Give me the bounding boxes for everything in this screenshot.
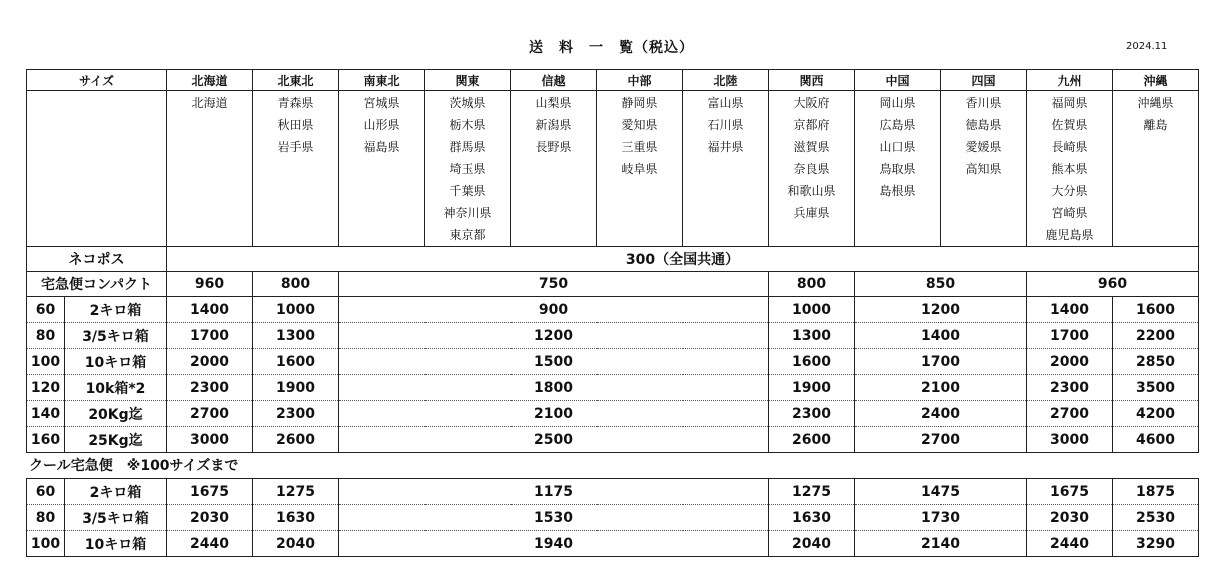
prefecture-cell	[683, 91, 769, 247]
price-cell: 1275	[253, 479, 339, 505]
price-cell: 2700	[855, 427, 1027, 453]
size-cell: 140	[27, 401, 65, 427]
price-cell: 2300	[1027, 375, 1113, 401]
prefecture-name: 離島	[1143, 118, 1168, 132]
region-header: 北海道	[167, 70, 253, 91]
price-cell: 1400	[855, 323, 1027, 349]
prefecture-name: 宮崎県	[1051, 206, 1088, 220]
price-cell: 800	[769, 272, 855, 297]
prefecture-name: 群馬県	[449, 140, 486, 154]
prefecture-name: 高知県	[965, 162, 1002, 176]
box-cell: 10k箱*2	[65, 375, 167, 401]
box-cell: 20Kg迄	[65, 401, 167, 427]
price-cell: 850	[855, 272, 1027, 297]
price-cell: 1875	[1113, 479, 1199, 505]
prefecture-name: 東京都	[449, 228, 486, 242]
price-cell: 1200	[855, 297, 1027, 323]
price-cell: 960	[1027, 272, 1199, 297]
size-cell: 60	[27, 297, 65, 323]
price-cell: 1530	[339, 505, 769, 531]
price-cell: 1900	[769, 375, 855, 401]
region-header: 九州	[1027, 70, 1113, 91]
price-cell: 1475	[855, 479, 1027, 505]
box-cell: 3/5キロ箱	[65, 323, 167, 349]
price-cell: 1000	[769, 297, 855, 323]
price-cell: 900	[339, 297, 769, 323]
price-cell: 1275	[769, 479, 855, 505]
prefecture-name: 長野県	[535, 140, 572, 154]
prefecture-name: 香川県	[965, 96, 1002, 110]
price-cell: 1700	[1027, 323, 1113, 349]
price-cell: 2100	[855, 375, 1027, 401]
price-cell: 2440	[167, 531, 253, 557]
region-header: 北東北	[253, 70, 339, 91]
price-cell: 3500	[1113, 375, 1199, 401]
region-header: 中部	[597, 70, 683, 91]
region-header: 中国	[855, 70, 941, 91]
prefecture-name: 青森県	[277, 96, 314, 110]
box-cell: 25Kg迄	[65, 427, 167, 453]
price-cell: 2030	[167, 505, 253, 531]
prefecture-name: 山梨県	[535, 96, 572, 110]
price-cell: 1630	[769, 505, 855, 531]
prefecture-name: 京都府	[793, 118, 830, 132]
prefecture-name: 奈良県	[793, 162, 830, 176]
price-cell: 2600	[769, 427, 855, 453]
price-cell: 1600	[1113, 297, 1199, 323]
size-cell: 100	[27, 531, 65, 557]
price-cell: 1000	[253, 297, 339, 323]
prefecture-name: 愛媛県	[965, 140, 1002, 154]
prefecture-name: 秋田県	[277, 118, 314, 132]
price-cell: 1200	[339, 323, 769, 349]
prefecture-name: 山形県	[363, 118, 400, 132]
box-cell: 2キロ箱	[65, 297, 167, 323]
rate-row	[27, 427, 1199, 453]
rate-row	[27, 349, 1199, 375]
prefecture-cell	[597, 91, 683, 247]
price-cell: 2400	[855, 401, 1027, 427]
size-cell: 60	[27, 479, 65, 505]
prefecture-cell	[855, 91, 941, 247]
rate-row	[27, 297, 1199, 323]
size-cell: 100	[27, 349, 65, 375]
prefecture-name: 茨城県	[449, 96, 486, 110]
size-cell: 160	[27, 427, 65, 453]
region-header: 沖縄	[1113, 70, 1199, 91]
price-cell: 3000	[1027, 427, 1113, 453]
price-cell: 1300	[253, 323, 339, 349]
prefecture-name: 岩手県	[277, 140, 314, 154]
prefecture-name: 兵庫県	[793, 206, 830, 220]
price-cell: 1675	[1027, 479, 1113, 505]
prefecture-row	[27, 91, 1199, 247]
price-cell: 2000	[167, 349, 253, 375]
region-header: 北陸	[683, 70, 769, 91]
prefecture-name: 北海道	[191, 96, 228, 110]
size-cell: 120	[27, 375, 65, 401]
rate-row	[27, 505, 1199, 531]
shipping-table	[26, 69, 1199, 453]
price-cell: 1730	[855, 505, 1027, 531]
price-cell: 1500	[339, 349, 769, 375]
box-cell: 10キロ箱	[65, 531, 167, 557]
prefecture-cell	[167, 91, 253, 247]
box-cell: 3/5キロ箱	[65, 505, 167, 531]
prefecture-name: 宮城県	[363, 96, 400, 110]
price-cell: 4600	[1113, 427, 1199, 453]
prefecture-cell	[339, 91, 425, 247]
price-cell: 2530	[1113, 505, 1199, 531]
prefecture-name: 佐賀県	[1051, 118, 1088, 132]
price-cell: 1630	[253, 505, 339, 531]
rate-row	[27, 401, 1199, 427]
prefecture-name: 栃木県	[449, 118, 486, 132]
prefecture-name: 神奈川県	[443, 206, 492, 220]
prefecture-name: 福井県	[707, 140, 744, 154]
price-cell: 1700	[855, 349, 1027, 375]
rate-row	[27, 375, 1199, 401]
cool-shipping-table	[26, 478, 1199, 557]
price-cell: 2600	[253, 427, 339, 453]
cool-note: クール宅急便 ※100サイズまで	[29, 458, 239, 474]
prefecture-name: 和歌山県	[787, 184, 836, 198]
prefecture-name: 大分県	[1051, 184, 1088, 198]
region-header-row	[27, 70, 1199, 91]
prefecture-cell	[769, 91, 855, 247]
region-header: 四国	[941, 70, 1027, 91]
price-cell: 1600	[253, 349, 339, 375]
date-label: 2024.11	[1126, 41, 1168, 52]
prefecture-name: 岐阜県	[621, 162, 658, 176]
compact-row	[27, 272, 1199, 297]
region-header: 関西	[769, 70, 855, 91]
size-cell: 80	[27, 505, 65, 531]
prefecture-name: 鹿児島県	[1045, 228, 1094, 242]
rate-row	[27, 531, 1199, 557]
price-cell: 1800	[339, 375, 769, 401]
prefecture-name: 岡山県	[879, 96, 916, 110]
prefecture-name: 鳥取県	[879, 162, 916, 176]
prefecture-name: 千葉県	[449, 184, 486, 198]
price-cell: 2300	[769, 401, 855, 427]
page-title: 送 料 一 覧（税込）	[529, 40, 694, 56]
nekopos-label: ネコポス	[27, 247, 167, 272]
prefecture-cell	[511, 91, 597, 247]
prefecture-name: 埼玉県	[449, 162, 486, 176]
prefecture-cell	[1027, 91, 1113, 247]
price-cell: 2100	[339, 401, 769, 427]
price-cell: 4200	[1113, 401, 1199, 427]
price-cell: 2700	[167, 401, 253, 427]
price-cell: 1700	[167, 323, 253, 349]
prefecture-name: 静岡県	[621, 96, 658, 110]
price-cell: 2500	[339, 427, 769, 453]
prefecture-name: 滋賀県	[793, 140, 830, 154]
price-cell: 1675	[167, 479, 253, 505]
price-cell: 2300	[253, 401, 339, 427]
price-cell: 750	[339, 272, 769, 297]
prefecture-name: 広島県	[879, 118, 916, 132]
nekopos-value: 300（全国共通）	[167, 247, 1199, 272]
prefecture-cell	[253, 91, 339, 247]
price-cell: 2140	[855, 531, 1027, 557]
prefecture-name: 新潟県	[535, 118, 572, 132]
price-cell: 1940	[339, 531, 769, 557]
box-cell: 2キロ箱	[65, 479, 167, 505]
box-cell: 10キロ箱	[65, 349, 167, 375]
price-cell: 1300	[769, 323, 855, 349]
nekopos-row	[27, 247, 1199, 272]
rate-row	[27, 323, 1199, 349]
prefecture-name: 石川県	[707, 118, 744, 132]
prefecture-name: 福岡県	[1051, 96, 1088, 110]
prefecture-name: 大阪府	[793, 96, 830, 110]
price-cell: 2040	[253, 531, 339, 557]
region-header: 南東北	[339, 70, 425, 91]
price-cell: 3290	[1113, 531, 1199, 557]
prefecture-name: 富山県	[707, 96, 744, 110]
price-cell: 3000	[167, 427, 253, 453]
prefecture-name: 山口県	[879, 140, 916, 154]
empty-cell	[27, 91, 167, 247]
price-cell: 2000	[1027, 349, 1113, 375]
price-cell: 1400	[1027, 297, 1113, 323]
prefecture-name: 熊本県	[1051, 162, 1088, 176]
price-cell: 2850	[1113, 349, 1199, 375]
price-cell: 1600	[769, 349, 855, 375]
prefecture-cell	[425, 91, 511, 247]
prefecture-name: 福島県	[363, 140, 400, 154]
price-cell: 2700	[1027, 401, 1113, 427]
prefecture-name: 島根県	[879, 184, 916, 198]
price-cell: 1400	[167, 297, 253, 323]
size-cell: 80	[27, 323, 65, 349]
price-cell: 2040	[769, 531, 855, 557]
prefecture-name: 沖縄県	[1137, 96, 1174, 110]
price-cell: 960	[167, 272, 253, 297]
prefecture-name: 徳島県	[965, 118, 1002, 132]
prefecture-name: 三重県	[621, 140, 658, 154]
price-cell: 2200	[1113, 323, 1199, 349]
rate-row	[27, 479, 1199, 505]
prefecture-name: 愛知県	[621, 118, 658, 132]
prefecture-cell	[941, 91, 1027, 247]
price-cell: 2440	[1027, 531, 1113, 557]
price-cell: 2030	[1027, 505, 1113, 531]
price-cell: 2300	[167, 375, 253, 401]
prefecture-cell	[1113, 91, 1199, 247]
price-cell: 1175	[339, 479, 769, 505]
price-cell: 1900	[253, 375, 339, 401]
price-cell: 800	[253, 272, 339, 297]
compact-label: 宅急便コンパクト	[27, 272, 167, 297]
prefecture-name: 長崎県	[1051, 140, 1088, 154]
size-header: サイズ	[27, 70, 167, 91]
region-header: 関東	[425, 70, 511, 91]
region-header: 信越	[511, 70, 597, 91]
